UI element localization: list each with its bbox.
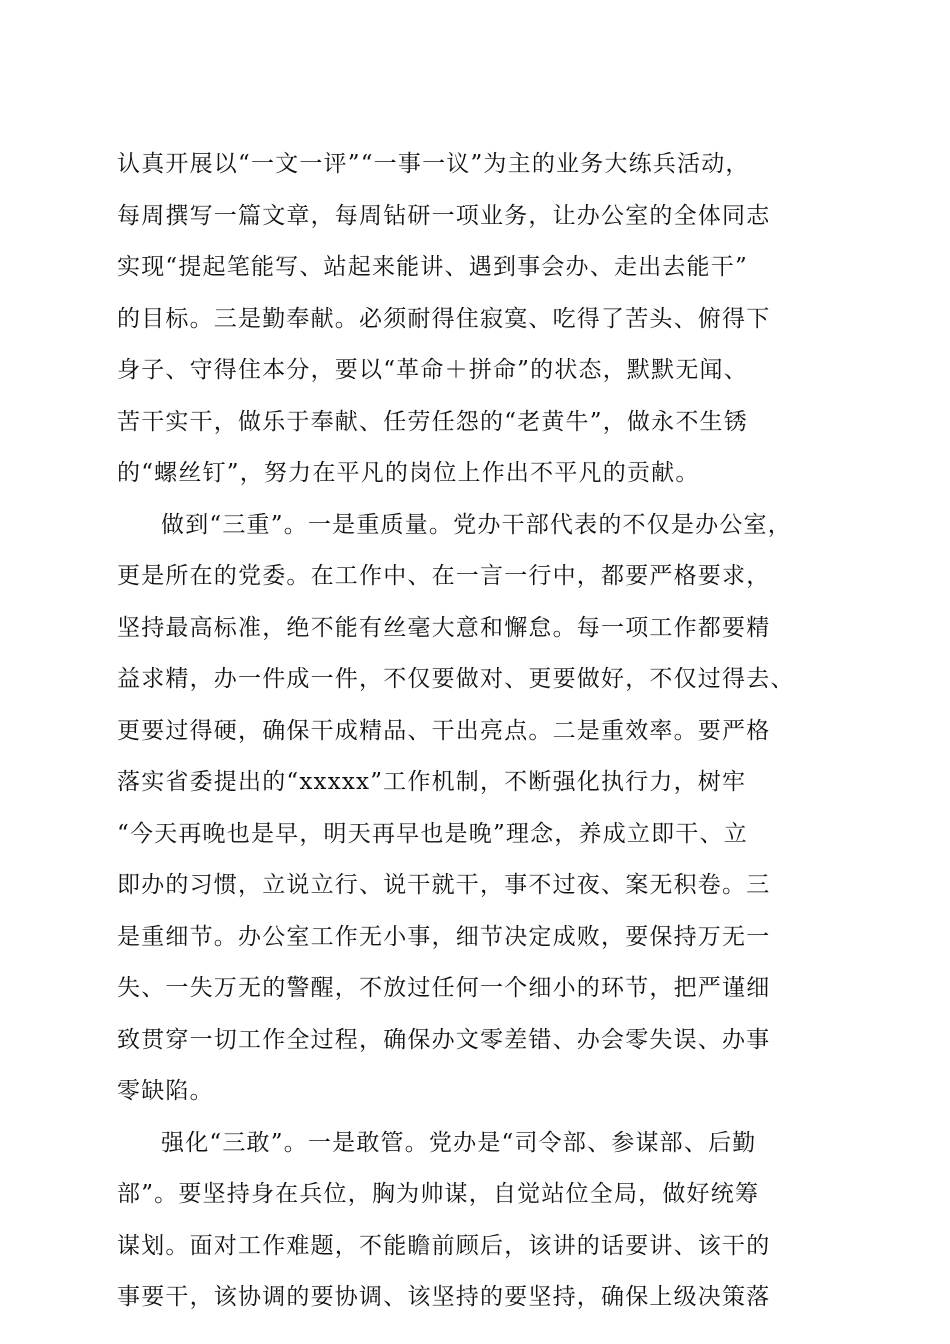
text-line: 身子、守得住本分，要以“革命＋拼命”的状态，默默无闻、 [117,357,748,383]
text-line: 坚持最高标准，绝不能有丝毫大意和懈怠。每一项工作都要精 [117,614,771,641]
text-line: 的目标。三是勤奉献。必须耐得住寂寞、吃得了苦头、俯得下 [117,305,771,332]
text-line: 是重细节。办公室工作无小事，细节决定成败，要保持万无一 [117,923,771,950]
text-line: 零缺陷。 [117,1078,214,1104]
text-line: 即办的习惯，立说立行、说干就干，事不过夜、案无积卷。三 [117,872,771,898]
text-line: 部”。要坚持身在兵位，胸为帅谋，自觉站位全局，做好统筹 [117,1181,760,1207]
paragraph-start-line: 强化“三敢”。一是敢管。党办是“司令部、参谋部、后勤 [161,1129,757,1156]
paragraph-start-line: 做到“三重”。一是重质量。党办干部代表的不仅是办公室， [161,511,792,538]
text-line: 认真开展以“一文一评”“一事一议”为主的业务大练兵活动， [117,151,750,177]
text-line: 落实省委提出的“xxxxx”工作机制，不断强化执行力，树牢 [117,769,747,795]
text-line: “今天再晚也是早，明天再早也是晚”理念，养成立即干、立 [117,820,748,847]
text-line: 失、一失万无的警醒，不放过任何一个细小的环节，把严谨细 [117,975,771,1001]
text-line: 更要过得硬，确保干成精品、干出亮点。二是重效率。要严格 [117,717,771,744]
text-line: 致贯穿一切工作全过程，确保办文零差错、办会零失误、办事 [117,1026,771,1053]
text-line: 苦干实干，做乐于奉献、任劳任怨的“老黄牛”，做永不生锈 [117,408,748,435]
document-body [117,139,837,1324]
text-line: 的“螺丝钉”，努力在平凡的岗位上作出不平凡的贡献。 [117,460,700,486]
text-line: 更是所在的党委。在工作中、在一言一行中，都要严格要求， [117,563,771,589]
text-line: 每周撰写一篇文章，每周钻研一项业务，让办公室的全体同志 [117,202,771,229]
text-line: 事要干，该协调的要协调、该坚持的要坚持，确保上级决策落 [117,1284,771,1310]
text-line: 实现“提起笔能写、站起来能讲、遇到事会办、走出去能干” [117,254,748,280]
text-line: 益求精，办一件成一件，不仅要做对、更要做好，不仅过得去、 [117,666,795,692]
text-line: 谋划。面对工作难题，不能瞻前顾后，该讲的话要讲、该干的 [117,1232,771,1259]
